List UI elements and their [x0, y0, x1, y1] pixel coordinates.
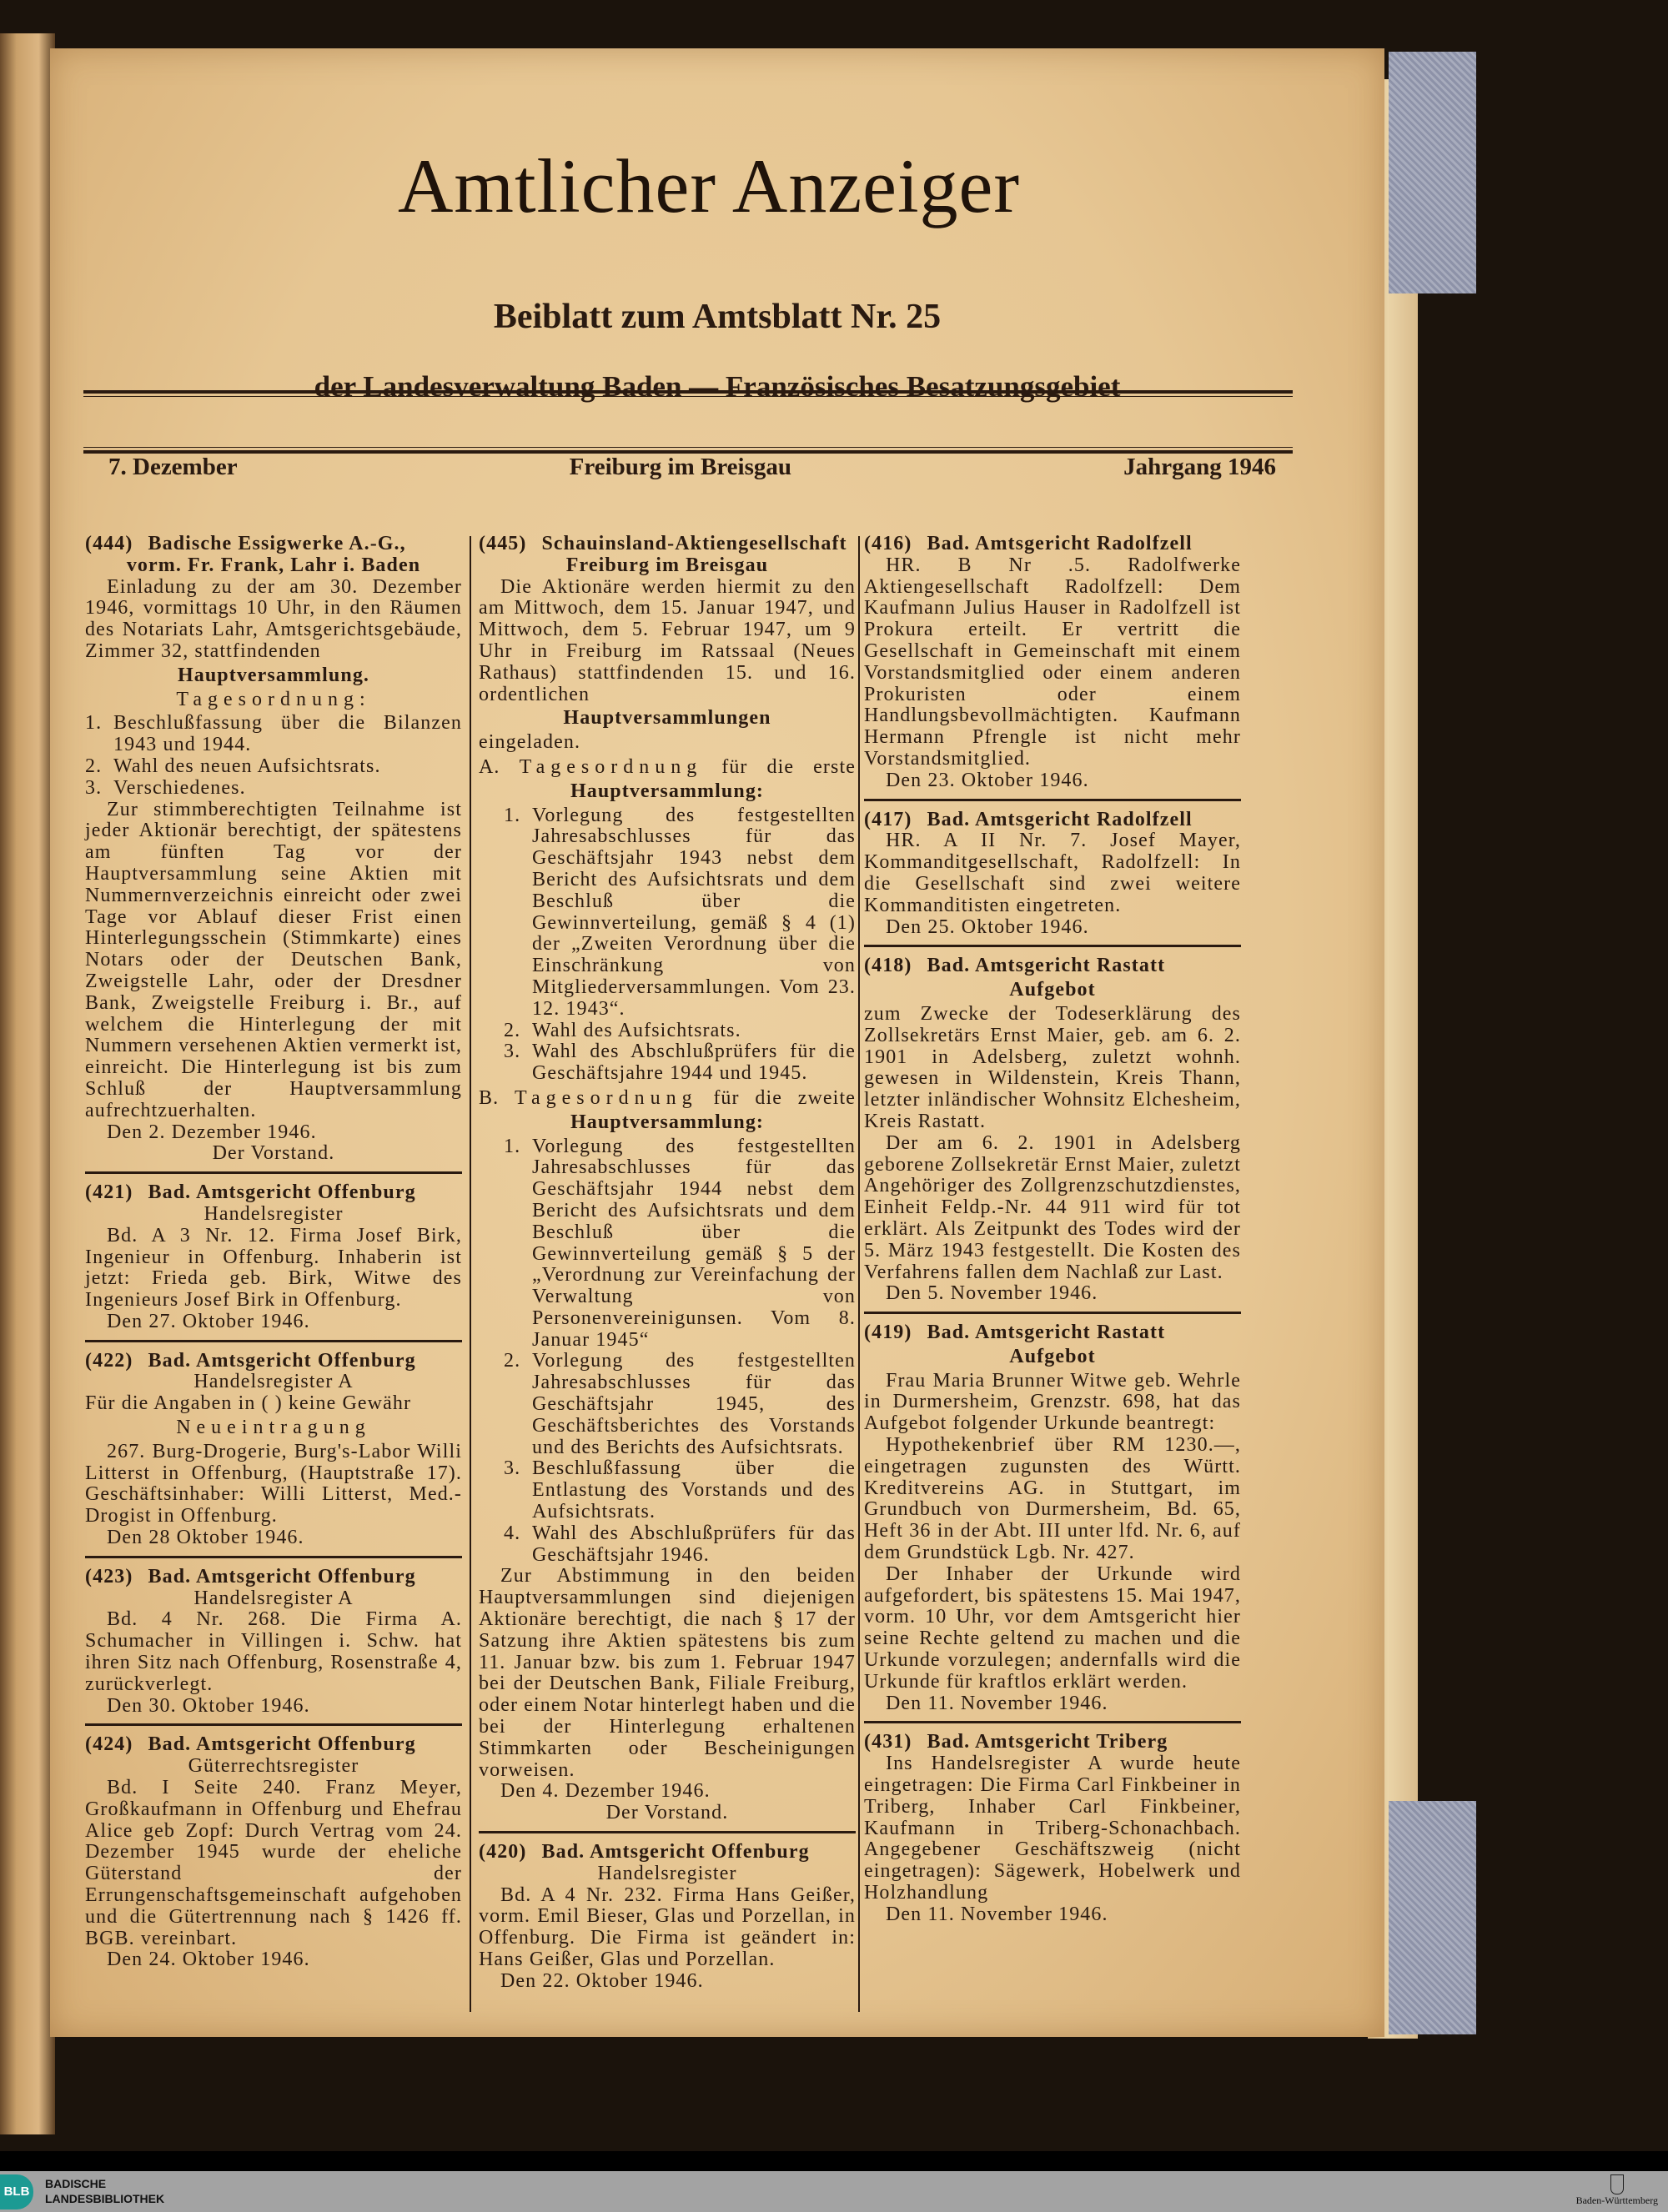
- signature: Der Vorstand.: [212, 1142, 335, 1165]
- masthead-title-text: Amtlicher Anzeiger: [397, 143, 1021, 228]
- column-1: [85, 534, 462, 1974]
- notice-heading: [864, 534, 1241, 555]
- item-number: 1.: [504, 1135, 521, 1157]
- notice: [479, 534, 856, 1824]
- coat-of-arms-icon: [1610, 2174, 1624, 2194]
- paragraph: Der am 6. 2. 1901 in Adelsberg geborene Zollsekretär Ernst Maier, zuletzt Angehöriger des Zollgrenzschutzdienstes, Einheit Feldp.-Nr. 44 911 wird für tot erklärt. Als Zeitpunkt des Todes wird der 5. März 1943 festgestellt. Die Kosten des Verfahrens fallen dem Nachlaß zur Last.: [864, 1131, 1241, 1283]
- register-name: Handelsregister: [203, 1202, 344, 1225]
- notice-date: Den 28 Oktober 1946.: [107, 1527, 304, 1549]
- notice-number: (422): [85, 1349, 133, 1372]
- notice-title: Schauinsland-Aktiengesellschaft: [541, 533, 847, 554]
- notice-number: (445): [479, 533, 527, 554]
- paragraph: Bd. A 4 Nr. 232. Firma Hans Geißer, vorm. Emil Bieser, Glas und Porzellan, in Offenburg. Die Firma ist geändert in: Hans Geißer, Glas und Porzellan.: [479, 1883, 856, 1970]
- paragraph: Bd. 4 Nr. 268. Die Firma A. Schumacher in Villingen i. Schw. hat ihren Sitz nach Offenburg, Rosenstraße 4, zurückverlegt.: [85, 1608, 462, 1695]
- paragraph: 267. Burg-Drogerie, Burg's-Labor Willi Litterst in Offenburg, (Hauptstraße 17). Geschäftsinhaber: Willi Litterst, Med.-Drogist in Offenburg.: [85, 1440, 462, 1527]
- masthead-issuer: der Landesverwaltung Baden — Französisches Besatzungsgebiet: [314, 370, 1121, 403]
- paragraph: Der Inhaber der Urkunde wird aufgefordert, bis spätestens 15. Mai 1947, vorm. 10 Uhr, vor dem Amtsgericht hier seine Rechte geltend zu machen und die Urkunde vorzulegen; andernfalls wird die Urkunde für kraftlos erklärt werden.: [864, 1562, 1241, 1693]
- issue-volume: Jahrgang 1946: [1123, 454, 1276, 480]
- library-name[interactable]: [45, 2176, 164, 2206]
- paragraph: Bd. I Seite 240. Franz Meyer, Großkaufmann in Offenburg und Ehefrau Alice geb Zopf: Durch Vertrag vom 24. Dezember 1945 wurde der eheliche Güterstand der Errungenschaftsgemeinschaft aufgehoben und die Gütertrennung nach § 1426 ff. BGB. vereinbart.: [85, 1777, 462, 1949]
- binding-fabric-bottom: [1389, 1801, 1476, 2034]
- notice-heading: [85, 1182, 462, 1204]
- paragraph: Für die Angaben in ( ) keine Gewähr: [85, 1392, 412, 1415]
- notice-title: Bad. Amtsgericht Radolfzell: [927, 808, 1193, 830]
- section-heading: Hauptversammlung:: [570, 780, 765, 802]
- paragraph: eingeladen.: [479, 731, 581, 754]
- notice-number: (419): [864, 1322, 912, 1344]
- notice-title: Bad. Amtsgericht Rastatt: [927, 955, 1166, 977]
- notice-date: Den 27. Oktober 1946.: [107, 1310, 310, 1332]
- register-name: Güterrechtsregister: [188, 1755, 359, 1778]
- notice-heading: [85, 1734, 462, 1756]
- column-divider: [470, 536, 471, 2012]
- agenda-item: [479, 1041, 856, 1085]
- item-text: Wahl des Abschlußprüfers für die Geschäftsjahre 1944 und 1945.: [532, 1041, 856, 1085]
- agenda-item: [479, 1136, 856, 1352]
- notice-number: (418): [864, 955, 912, 977]
- notice-date: Den 25. Oktober 1946.: [886, 915, 1089, 938]
- notice-title: Bad. Amtsgericht Offenburg: [148, 1733, 416, 1756]
- notice-number: (421): [85, 1181, 133, 1204]
- agenda-item: [479, 1458, 856, 1522]
- item-text: Wahl des Abschlußprüfers für das Geschäftsjahr 1946.: [532, 1522, 856, 1566]
- notice-title-line2: vorm. Fr. Frank, Lahr i. Baden: [126, 554, 421, 576]
- notice-date: Den 5. November 1946.: [886, 1282, 1098, 1305]
- signature: Der Vorstand.: [605, 1802, 729, 1824]
- item-number: 3.: [85, 776, 103, 799]
- notice: [864, 799, 1241, 939]
- item-text: Verschiedenes.: [113, 776, 246, 799]
- agenda-item: [479, 805, 856, 1021]
- notice-title: Bad. Amtsgericht Offenburg: [541, 1841, 810, 1863]
- state-name: Baden-Württemberg: [1575, 2194, 1658, 2206]
- notice-date: Den 23. Oktober 1946.: [886, 769, 1089, 791]
- paragraph: Einladung zu der am 30. Dezember 1946, vormittags 10 Uhr, in den Räumen des Notariats Lahr, Amtsgerichtsgebäude, Zimmer 32, stattfindenden: [85, 575, 462, 662]
- item-number: 2.: [504, 1350, 521, 1372]
- paragraph: HR. B Nr .5. Radolfwerke Aktiengesellschaft Radolfzell: Dem Kaufmann Julius Hauser in Radolfzell ist Prokura erteilt. Er vertritt die Gesellschaft in Gemeinschaft mit einem Vorstandsmitglied oder einem anderen Prokuristen oder einem Handlungsbevollmächtigten. Kaufmann Hermann Pfrengle ist nicht mehr Vorstandsmitglied.: [864, 554, 1241, 770]
- scan-border: [0, 2151, 1668, 2171]
- section-heading: Aufgebot: [1009, 979, 1096, 1001]
- notice-date: Den 2. Dezember 1946.: [107, 1121, 317, 1143]
- state-logo[interactable]: [1576, 2174, 1658, 2207]
- section-heading: Hauptversammlung:: [570, 1111, 765, 1133]
- spaced-heading: Neueintragung: [176, 1417, 371, 1439]
- paragraph: Die Aktionäre werden hiermit zu den am Mittwoch, dem 15. Januar 1947, und Mittwoch, dem 5. Februar 1947, um 9 Uhr in Freiburg im Ratssaal (Neues Rathaus) stattfindenden 15. und 16. ordentlichen: [479, 575, 856, 705]
- notice-title: Bad. Amtsgericht Offenburg: [148, 1565, 416, 1588]
- notice: [85, 1340, 462, 1549]
- library-name-line1: BADISCHE: [45, 2177, 107, 2190]
- notice-heading: [864, 1732, 1241, 1753]
- agenda-letter: A.: [479, 755, 500, 778]
- item-number: 1.: [504, 804, 521, 826]
- notice-number: (444): [85, 533, 133, 554]
- notice: [85, 1556, 462, 1718]
- notice-divider: [864, 799, 1241, 801]
- notice-title: Bad. Amtsgericht Radolfzell: [927, 533, 1193, 554]
- notice-divider: [864, 1312, 1241, 1314]
- item-text: Vorlegung des festgestellten Jahresabschlusses für das Geschäftsjahr 1944 nebst dem Bericht des Aufsichtsrats und dem Beschluß über die Gewinnverteilung gemäß § 5 der „Verordnung zur Vereinfachung der Verwaltung von Personenvereinigunsen. Vom 8. Januar 1945“: [532, 1135, 856, 1351]
- item-number: 3.: [504, 1041, 521, 1063]
- paragraph: Hypothekenbrief über RM 1230.—, eingetragen zugunsten des Württ. Kreditvereins AG. in Stuttgart, im Grundbuch von Durmersheim, Bd. 65, Heft 36 in der Abt. III unter lfd. Nr. 6, auf dem Grundstück Lgb. Nr. 427.: [864, 1434, 1241, 1564]
- agenda-item: [479, 1351, 856, 1458]
- column-3: [864, 534, 1241, 1929]
- notice-heading: [85, 534, 462, 555]
- notice-date: Den 11. November 1946.: [886, 1692, 1108, 1714]
- section-heading: Hauptversammlung.: [177, 664, 370, 686]
- notice-divider: [864, 945, 1241, 947]
- notice-number: (416): [864, 533, 912, 554]
- notice-date: Den 30. Oktober 1946.: [107, 1694, 310, 1717]
- notice: [85, 1723, 462, 1971]
- notice: [864, 1721, 1241, 1925]
- register-name: Handelsregister A: [193, 1587, 354, 1609]
- notice: [864, 534, 1241, 792]
- header-rule-bottom: [83, 447, 1293, 454]
- item-number: 2.: [504, 1019, 521, 1041]
- agenda-item: [479, 1523, 856, 1567]
- item-number: 4.: [504, 1522, 521, 1544]
- paragraph: Frau Maria Brunner Witwe geb. Wehrle in Durmersheim, Grenzstr. 698, hat das Aufgebot folgender Urkunde beantregt:: [864, 1369, 1241, 1435]
- notice: [85, 1171, 462, 1333]
- notice-divider: [85, 1171, 462, 1174]
- item-text: Wahl des Aufsichtsrats.: [532, 1019, 741, 1041]
- notice: [864, 1312, 1241, 1714]
- column-divider: [858, 536, 860, 2012]
- notice-heading: [864, 1322, 1241, 1344]
- notice-date: Den 24. Oktober 1946.: [107, 1949, 310, 1971]
- notice-date: Den 11. November 1946.: [886, 1903, 1108, 1925]
- binding-fabric-top: [1389, 52, 1476, 293]
- register-name: Handelsregister A: [193, 1371, 354, 1393]
- notice-heading: [85, 1567, 462, 1588]
- notice-divider: [85, 1723, 462, 1726]
- item-text: Vorlegung des festgestellten Jahresabschlusses für das Geschäftsjahr 1945, des Geschäftsberichtes des Vorstands und des Berichts des Aufsichtsrats.: [532, 1350, 856, 1458]
- section-heading: Hauptversammlungen: [563, 707, 771, 730]
- paragraph: HR. A II Nr. 7. Josef Mayer, Kommanditgesellschaft, Radolfzell: In die Gesellschaft sind zwei weitere Kommanditisten eingetreten.: [864, 830, 1241, 916]
- notice-title-line2: Freiburg im Breisgau: [565, 554, 769, 576]
- section-heading: Aufgebot: [1009, 1345, 1096, 1367]
- notice-title: Bad. Amtsgericht Triberg: [927, 1731, 1168, 1753]
- notice-heading: [85, 1351, 462, 1372]
- paragraph: Ins Handelsregister A wurde heute eingetragen: Die Firma Carl Finkbeiner in Triberg, Inhaber Carl Finkbeiner, Kaufmann in Triberg-Schonachbach. Angegebener Geschäftszweig (nicht eingetragen): Sägewerk, Hobelwerk und Holzhandlung: [864, 1753, 1241, 1904]
- issue-place: Freiburg im Breisgau: [569, 454, 792, 480]
- notice-divider: [864, 1721, 1241, 1723]
- notice-number: (431): [864, 1731, 912, 1753]
- notice-heading: [864, 810, 1241, 831]
- agenda-title: Tagesordnung: [519, 755, 703, 778]
- blb-logo[interactable]: BLB: [0, 2174, 33, 2209]
- notice: [479, 1831, 856, 1993]
- masthead-subtitle: Beiblatt zum Amtsblatt Nr. 25: [493, 298, 942, 336]
- agenda-item: [85, 756, 462, 778]
- masthead-title: [50, 142, 1384, 230]
- notice-number: (423): [85, 1565, 133, 1588]
- item-text: Vorlegung des festgestellten Jahresabschlusses für das Geschäftsjahr 1943 nebst dem Bericht des Aufsichtsrats und dem Beschluß über die Gewinnverteilung, gemäß § 4 (1) der „Zweiten Verordnung über die Einschränkung von Mitgliederversammlungen. Vom 23. 12. 1943“.: [532, 804, 856, 1020]
- newspaper-page: [50, 48, 1384, 2037]
- notice-heading: [479, 534, 856, 555]
- item-text: Beschlußfassung über die Entlastung des Vorstands und des Aufsichtsrats.: [532, 1457, 856, 1523]
- item-number: 1.: [85, 712, 103, 735]
- notice-number: (420): [479, 1841, 527, 1863]
- agenda-heading: [479, 1088, 856, 1110]
- notice-heading: [479, 1842, 856, 1863]
- notice: [864, 945, 1241, 1305]
- spaced-heading: Tagesordnung:: [176, 688, 371, 710]
- item-number: 3.: [504, 1457, 521, 1480]
- notice-heading: [864, 956, 1241, 977]
- header-rule-top: [83, 390, 1293, 397]
- agenda-item: [85, 713, 462, 756]
- register-name: Handelsregister: [597, 1862, 737, 1884]
- agenda-rest: für die erste: [721, 755, 856, 778]
- notice-divider: [85, 1340, 462, 1342]
- issue-date: 7. Dezember: [108, 454, 238, 480]
- library-name-line2: LANDESBIBLIOTHEK: [45, 2192, 165, 2205]
- notice-title: Bad. Amtsgericht Offenburg: [148, 1349, 416, 1372]
- notice: [85, 534, 462, 1165]
- item-text: Beschlußfassung über die Bilanzen 1943 und 1944.: [113, 712, 462, 756]
- notice-date: Den 22. Oktober 1946.: [500, 1969, 704, 1992]
- notice-number: (417): [864, 808, 912, 830]
- agenda-rest: für die zweite: [713, 1086, 856, 1109]
- notice-date: Den 4. Dezember 1946.: [500, 1780, 711, 1803]
- paragraph: Zur stimmberechtigten Teilnahme ist jeder Aktionär berechtigt, der spätestens am fünften Tag vor der Hauptversammlung seine Aktien mit Nummernverzeichnis einreicht oder zwei Tage vor Ablauf dieser Frist einen Hinterlegungsschein (Stimmkarte) eines Notars oder der Deutschen Bank, Zweigstelle Lahr, oder der Dresdner Bank, Zweigstelle Freiburg i. Br., auf welchem die Hinterlegung der mit Nummern versehenen Aktien vermerkt ist, einreicht. Die Hinterlegung ist bis zum Schluß der Hauptversammlung aufrechtzuerhalten.: [85, 798, 462, 1121]
- dateline: [108, 454, 1276, 481]
- notice-title: Bad. Amtsgericht Rastatt: [927, 1322, 1166, 1344]
- agenda-item: [479, 1021, 856, 1042]
- paragraph: Zur Abstimmung in den beiden Hauptversammlungen sind diejenigen Aktionäre berechtigt, die nach § 17 der Satzung ihre Aktien spätestens bis zum 11. Januar bzw. bis zum 1. Februar 1947 bei der Deutschen Bank, Filiale Freiburg, oder einem Notar hinterlegt haben und die bei der Hinterlegung erhaltenen Stimmkarten oder Bescheinigungen vorweisen.: [479, 1565, 856, 1781]
- notice-divider: [479, 1831, 856, 1833]
- notice-number: (424): [85, 1733, 133, 1756]
- notice-title: Bad. Amtsgericht Offenburg: [148, 1181, 416, 1204]
- notice-divider: [85, 1556, 462, 1558]
- item-number: 2.: [85, 755, 103, 777]
- notice-title: Badische Essigwerke A.-G.,: [148, 533, 406, 554]
- library-footer: [0, 2171, 1668, 2212]
- agenda-item: [85, 778, 462, 800]
- paragraph: zum Zwecke der Todeserklärung des Zollsekretärs Ernst Maier, geb. am 6. 2. 1901 in Adelsberg, zuletzt wohnh. gewesen in Wildenstein, Kreis Thann, letzter inländischer Wohnsitz Elchesheim, Kreis Rastatt.: [864, 1002, 1241, 1132]
- binding-page-edge: [0, 33, 55, 2134]
- agenda-heading: [479, 757, 856, 779]
- agenda-title: Tagesordnung: [514, 1086, 698, 1109]
- paragraph: Bd. A 3 Nr. 12. Firma Josef Birk, Ingenieur in Offenburg. Inhaberin ist jetzt: Frieda geb. Birk, Witwe des Ingenieurs Josef Birk in Offenburg.: [85, 1224, 462, 1312]
- item-text: Wahl des neuen Aufsichtsrats.: [113, 755, 381, 777]
- agenda-letter: B.: [479, 1086, 500, 1109]
- column-2: [479, 534, 856, 1996]
